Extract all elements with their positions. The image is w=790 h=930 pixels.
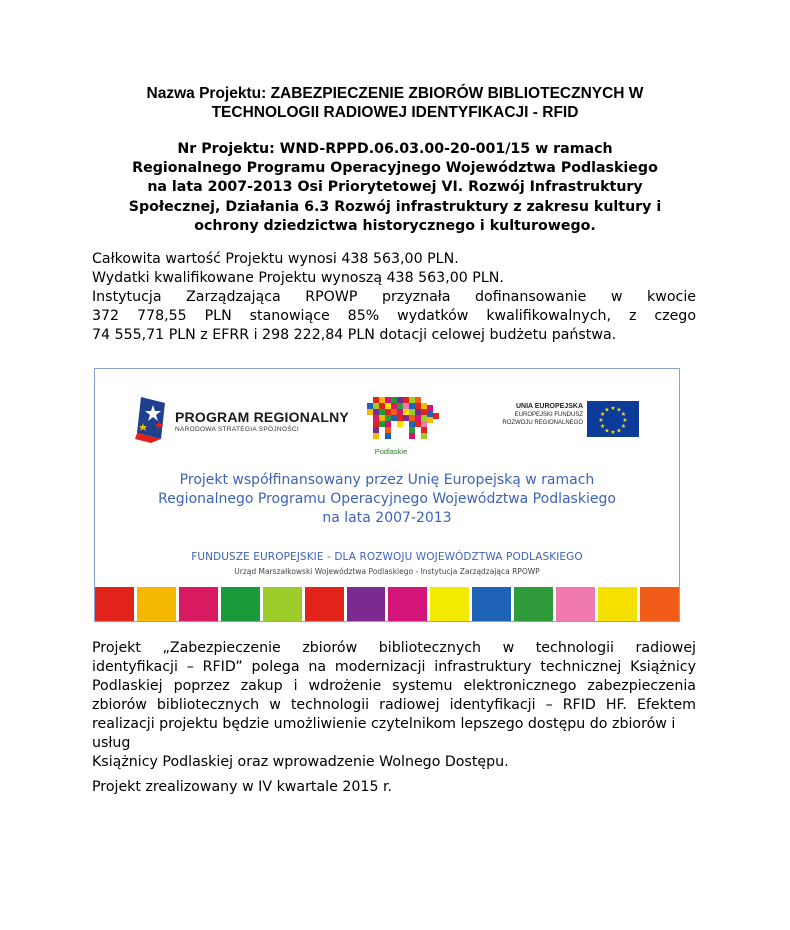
program-name: PROGRAM REGIONALNY (175, 409, 349, 425)
eu-flag-icon (587, 401, 639, 437)
eu-stars-icon (587, 401, 639, 437)
svg-text:★: ★ (616, 427, 622, 435)
svg-text:★: ★ (620, 411, 627, 418)
color-stripe (137, 587, 176, 621)
color-stripe (640, 587, 679, 621)
program-subtitle: NARODOWA STRATEGIA SPÓJNOŚCI (175, 426, 299, 433)
eligible-costs-text: Wydatki kwalifikowane Projektu wynoszą 438 563,00 PLN. (92, 270, 504, 286)
eu-logo (485, 401, 655, 441)
color-stripe (556, 587, 595, 621)
cofinancing-statement (95, 471, 679, 528)
color-stripe (221, 587, 260, 621)
project-number-line: Nr Projektu: WND-RPPD.06.03.00-20-001/15 w ramach (177, 141, 613, 157)
program-regionalny-logo (135, 393, 349, 453)
description-line: zbiorów bibliotecznych w technologii radiowej identyfikacji – RFID HF. Efektem (92, 697, 696, 713)
description-line: identyfikacji – RFID” polega na modernizacji infrastruktury technicznej Książnicy (92, 659, 696, 675)
total-value-text: Całkowita wartość Projektu wynosi 438 563,00 PLN. (92, 251, 459, 267)
description-line: Projekt „Zabezpieczenie zbiorów bibliotecznych w technologii radiowej (92, 640, 696, 656)
svg-text:★: ★ (604, 406, 610, 414)
eu-funding-banner (94, 368, 680, 622)
project-title-line: TECHNOLOGII RADIOWEJ IDENTYFIKACJI - RFID (211, 104, 579, 121)
color-stripes (95, 587, 679, 621)
color-stripe (305, 587, 344, 621)
color-stripe (472, 587, 511, 621)
project-number-heading (68, 140, 722, 236)
project-number-line: Społecznej, Działania 6.3 Rozwój infrastruktury z zakresu kultury i (128, 198, 662, 215)
eu-logo-text (502, 403, 583, 427)
funding-text-line: 372 778,55 PLN stanowiące 85% wydatków kwalifikowalnych, z czego (92, 308, 696, 324)
cofinancing-line: Regionalnego Programu Operacyjnego Województwa Podlaskiego (158, 491, 616, 507)
cofinancing-line: Projekt współfinansowany przez Unię Europejską w ramach (179, 472, 595, 488)
svg-text:★: ★ (599, 423, 606, 430)
funding-text-line: 74 555,71 PLN z EFRR i 298 222,84 PLN dotacji celowej budżetu państwa. (92, 327, 617, 343)
managing-authority: Urząd Marszałkowski Województwa Podlaskiego - Instytucja Zarządzająca RPOWP (234, 567, 540, 576)
color-stripe (430, 587, 469, 621)
svg-text:★: ★ (622, 417, 628, 424)
podlaskie-logo (363, 391, 445, 461)
description-line: realizacji projektu będzie umożliwienie czytelnikom lepszego dostępu do zbiorów i (92, 716, 676, 732)
description-line: usług (92, 735, 131, 751)
svg-text:★: ★ (610, 429, 616, 436)
color-stripe (514, 587, 553, 621)
bison-icon (363, 391, 445, 447)
project-number-line: Regionalnego Programu Operacyjnego Województwa Podlaskiego (132, 160, 658, 177)
cost-paragraph (92, 250, 696, 345)
color-stripe (179, 587, 218, 621)
svg-text:★: ★ (599, 411, 606, 418)
color-stripe (598, 587, 637, 621)
svg-text:★: ★ (604, 427, 610, 435)
svg-text:★: ★ (610, 405, 616, 412)
color-stripe (388, 587, 427, 621)
project-description (92, 639, 696, 772)
eu-fund-line: ROZWOJU REGIONALNEGO (502, 420, 583, 426)
svg-text:★: ★ (616, 406, 622, 414)
eu-fund-line: EUROPEJSKI FUNDUSZ (514, 412, 583, 418)
svg-text:★: ★ (620, 423, 627, 430)
project-number-line: na lata 2007-2013 Osi Priorytetowej VI. Rozwój Infrastruktury (147, 179, 643, 196)
project-title (80, 84, 710, 122)
project-number-line: ochrony dziedzictwa historycznego i kulturowego. (194, 217, 596, 234)
description-line: Podlaskiej poprzez zakup i wdrożenie systemu elektronicznego zabezpieczenia (92, 678, 696, 694)
color-stripe (263, 587, 302, 621)
svg-text:★: ★ (598, 417, 604, 424)
podlaskie-label: Podlaskie (374, 447, 408, 456)
color-stripe (95, 587, 134, 621)
eu-name: UNIA EUROPEJSKA (515, 403, 583, 410)
star-flag-icon (135, 393, 171, 443)
cofinancing-line: na lata 2007-2013 (322, 510, 452, 526)
color-stripe (347, 587, 386, 621)
realization-note: Projekt zrealizowany w IV kwartale 2015 r. (92, 779, 393, 795)
project-title-line: Nazwa Projektu: ZABEZPIECZENIE ZBIORÓW BIBLIOTECZNYCH W (146, 85, 644, 102)
description-line: Książnicy Podlaskiej oraz wprowadzenie Wolnego Dostępu. (92, 754, 509, 770)
funding-text-line: Instytucja Zarządzająca RPOWP przyznała dofinansowanie w kwocie (92, 289, 696, 305)
funds-motto: FUNDUSZE EUROPEJSKIE - DLA ROZWOJU WOJEWÓDZTWA PODLASKIEGO (191, 551, 583, 563)
